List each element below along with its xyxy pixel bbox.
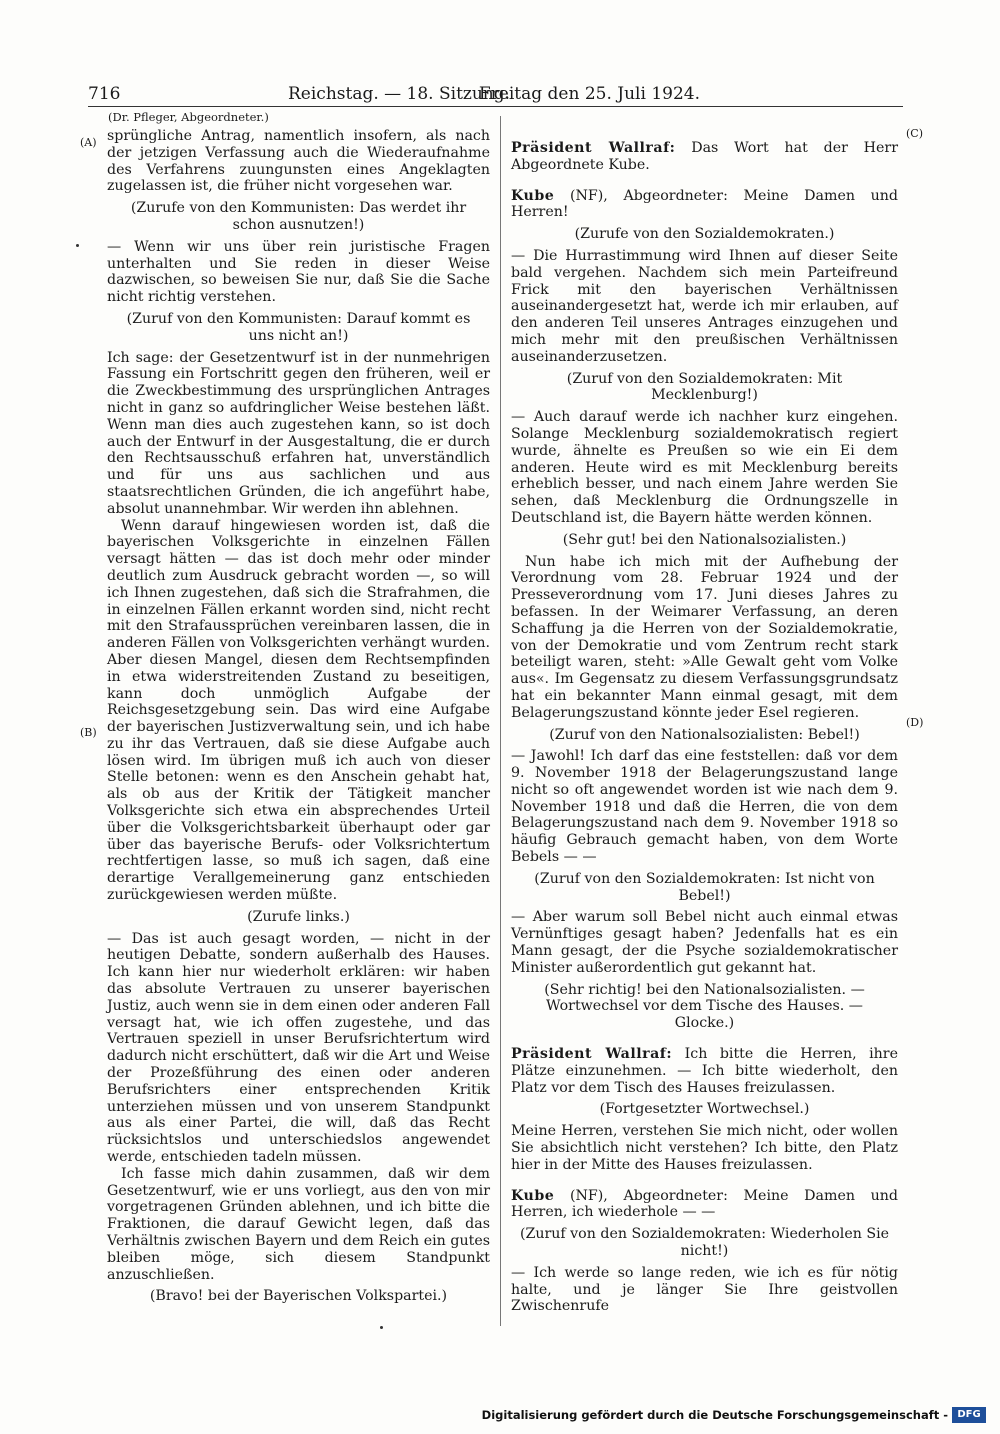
speech-text: (NF), Abgeordneter: Meine Damen und Herren!	[511, 187, 899, 221]
interjection: (Zurufe von den Kommunisten: Das werdet ihr schon ausnutzen!)	[130, 200, 467, 233]
speech-text: Das Wort hat der Herr Abgeordnete Kube.	[511, 140, 898, 173]
dfg-logo: DFG	[952, 1407, 986, 1423]
speaker-name: Präsident Wallraf:	[511, 140, 676, 156]
speech-opening	[511, 1046, 898, 1096]
paragraph: — Aber warum soll Bebel nicht auch einmal etwas Vernünftiges gesagt haben? Jedenfalls hat es ein Mann gesagt, der die Psyche sozialdemokratischer Minister außerordentlich gut gekannt hat.	[511, 909, 898, 976]
paragraph: Meine Herren, verstehen Sie mich nicht, oder wollen Sie absichtlich nicht verstehen? Ich bitte, den Platz hier in der Mitte des Hauses freizulassen.	[511, 1123, 898, 1173]
running-head: Reichstag. — 18. Sitzung.	[288, 84, 511, 104]
interjection: (Zurufe links.)	[247, 908, 350, 925]
speech-opening	[511, 188, 898, 222]
speech-opening	[511, 1188, 898, 1222]
interjection: (Zuruf von den Sozialdemokraten: Mit Mecklenburg!)	[566, 370, 843, 404]
interjection: (Zuruf von den Kommunisten: Darauf kommt es uns nicht an!)	[126, 310, 471, 344]
page-number: 716	[88, 84, 121, 104]
paragraph: — Das ist auch gesagt worden, — nicht in der heutigen Debatte, sondern außerhalb des Hauses. Ich kann hier nur wiederholt erklären: wir haben das absolute Vertrauen zu unserer bayerischen Justiz, auch wenn sie in dem einen oder anderen Fall versagt hat, wie ich offen zugestehe, und das Vertrauen speziell in unser Berufsrichtertum wird dadurch nicht erschüttert, daß wir die Art und Weise der Prozeßführung des einen oder anderen Berufsrichters einer entsprechenden Kritik unterziehen müssen und von unserem Standpunkt aus als einer Partei, die will, daß das Recht rücksichtslos und unterschiedslos angewendet werde, entschieden tadeln müssen.	[107, 930, 490, 1166]
paragraph: Ich fasse mich dahin zusammen, daß wir dem Gesetzentwurf, wie er uns vorliegt, aus den von mir vorgetragenen Gründen ablehnen, und ich bitte die Fraktionen, die darauf Gewicht legen, daß das Verhältnis zwischen Bayern und dem Reich ein gutes bleiben möge, sich diesem Standpunkt anzuschließen.	[107, 1165, 490, 1283]
header-rule	[88, 106, 903, 107]
paragraph: sprüngliche Antrag, namentlich insofern, als nach der jetzigen Verfassung auch die Wiederaufnahme des Verfahrens zuungunsten eines Angeklagten zugelassen ist, die früher nicht vorgesehen war.	[107, 128, 490, 195]
speaker-name: Präsident Wallraf:	[511, 1046, 673, 1063]
paragraph: — Ich werde so lange reden, wie ich es für nötig halte, und je länger Sie Ihre geistvollen Zwischenrufe	[511, 1264, 898, 1315]
interjection: (Sehr richtig! bei den Nationalsozialisten. — Wortwechsel vor dem Tische des Hauses. — Glocke.)	[544, 981, 865, 1032]
speech-text: Ich bitte die Herren, ihre Plätze einzunehmen. — Ich bitte wiederholt, den Platz vor dem Tisch des Hauses freizulassen.	[511, 1046, 898, 1096]
left-column	[107, 128, 490, 1310]
speaker-name: Kube	[511, 1187, 555, 1204]
paragraph: Nun habe ich mich mit der Aufhebung der Verordnung vom 28. Februar 1924 und der Presseverordnung vom 17. Juni dieses Jahres zu befassen. In der Weimarer Verfassung, an deren Schaffung ja die Herren von der Sozialdemokratie, von der Demokratie und vom Zentrum recht stark beteiligt waren, steht: »Alle Gewalt geht vom Volke aus«. Im Gegensatz zu diesem Verfassungsgrundsatz hat ein bekannter Mann einmal gesagt, mit dem Belagerungszustand könnte jeder Esel regieren.	[511, 553, 898, 721]
margin-marker-d: (D)	[906, 716, 924, 729]
margin-marker-b: (B)	[80, 726, 97, 739]
right-column	[511, 126, 898, 1315]
paragraph: — Die Hurrastimmung wird Ihnen auf dieser Seite bald vergehen. Nachdem sich mein Parteifreund Frick mit den bayerischen Verhältnissen auseinandergesetzt hat, werde ich mir erlauben, auf den anderen Teil unseres Antrages einzugehen und mich mehr mit den preußischen Verhältnissen auseinanderzusetzen.	[511, 247, 898, 365]
footer-credit: Digitalisierung gefördert durch die Deutsche Forschungsgemeinschaft -	[481, 1408, 948, 1422]
paragraph: — Jawohl! Ich darf das eine feststellen: daß vor dem 9. November 1918 der Belagerungszustand lange nicht so oft angewendet worden ist wie nach dem 9. November 1918 und daß die Herren, die von dem Belagerungszustand nach dem 9. November 1918 so häufig Gebrauch gemacht haben, von dem Worte Bebels — —	[511, 748, 898, 866]
print-speck	[380, 1326, 383, 1329]
paragraph: Ich sage: der Gesetzentwurf ist in der nunmehrigen Fassung ein Fortschritt gegen den früheren, weil er die Zweckbestimmung des ursprünglichen Antrages nicht in ganz so aufdringlicher Weise bestehen läßt. Wenn man dies auch zugestehen kann, so ist doch auch der Entwurf in der Ausgestaltung, die er durch den Rechtsausschuß erfahren hat, unverständlich und für uns aus sachlichen und aus staatsrechtlichen Gründen, die ich angeführt habe, absolut unannehmbar. Wir werden ihn ablehnen.	[107, 349, 490, 517]
session-date: Freitag den 25. Juli 1924.	[478, 84, 700, 104]
page-header	[88, 84, 908, 108]
print-speck	[76, 244, 79, 247]
margin-marker-a: (A)	[80, 136, 97, 149]
digitization-footer	[482, 1404, 986, 1426]
margin-marker-c: (C)	[906, 127, 923, 140]
continued-speaker-label: (Dr. Pfleger, Abgeordneter.)	[108, 110, 269, 124]
paragraph: — Auch darauf werde ich nachher kurz eingehen. Solange Mecklenburg sozialdemokratisch regiert wurde, ähnelte es Preußen so wie ein Ei dem anderen. Heute wird es mit Mecklenburg bereits erheblich besser, und nach einem Jahre werden Sie sehen, daß Mecklenburg die Ordnungszelle in Deutschland ist, die Bayern hätte werden können.	[511, 409, 898, 526]
interjection: (Zuruf von den Sozialdemokraten: Ist nicht von Bebel!)	[534, 870, 875, 904]
speech-text: (NF), Abgeordneter: Meine Damen und Herren, ich wiederhole — —	[511, 1187, 899, 1221]
speaker-name: Kube	[511, 187, 555, 204]
interjection: (Zuruf von den Nationalsozialisten: Bebel!)	[549, 726, 860, 743]
interjection: (Zurufe von den Sozialdemokraten.)	[574, 226, 835, 243]
column-divider	[500, 116, 501, 1326]
paragraph: — Wenn wir uns über rein juristische Fragen unterhalten und Sie reden in dieser Weise dazwischen, so beweisen Sie nur, daß Sie die Sache nicht richtig verstehen.	[107, 238, 490, 306]
speech-opening	[511, 140, 898, 174]
interjection: (Fortgesetzter Wortwechsel.)	[599, 1101, 810, 1118]
interjection: (Bravo! bei der Bayerischen Volkspartei.)	[149, 1288, 448, 1305]
paragraph: Wenn darauf hingewiesen worden ist, daß die bayerischen Volksgerichte in einzelnen Fällen versagt hätten — das ist doch mehr oder minder deutlich zum Ausdruck gebracht worden —, so will ich Ihnen zugestehen, daß sich die Strafrahmen, die in einzelnen Fällen erkannt worden sind, nicht recht mit den Strafaussprüchen vereinbaren lassen, die in anderen Fällen von Volksgerichten verhängt wurden. Aber diesen Mangel, diesen dem Rechtsempfinden in etwa widerstreitenden Zustand zu beseitigen, kann doch unmöglich Aufgabe der Reichsgesetzgebung sein. Das wird eine Aufgabe der bayerischen Justizverwaltung sein, und ich habe zu ihr das Vertrauen, daß sie diese Aufgabe auch lösen wird. Im übrigen muß ich auch von dieser Stelle betonen: wenn es den Anschein gehabt hat, als ob aus der Kritik der Tätigkeit mancher Volksgerichte sich etwa ein absprechendes Urteil über die Volksgerichtsbarkeit überhaupt oder gar über das bayerische Berufs- oder Volksrichtertum rechtfertigen lasse, so muß ich sagen, daß eine derartige Verallgemeinerung ganz entschieden zurückgewiesen werden müßte.	[107, 517, 490, 904]
interjection: (Sehr gut! bei den Nationalsozialisten.)	[562, 531, 847, 548]
interjection: (Zuruf von den Sozialdemokraten: Wiederholen Sie nicht!)	[519, 1226, 890, 1260]
